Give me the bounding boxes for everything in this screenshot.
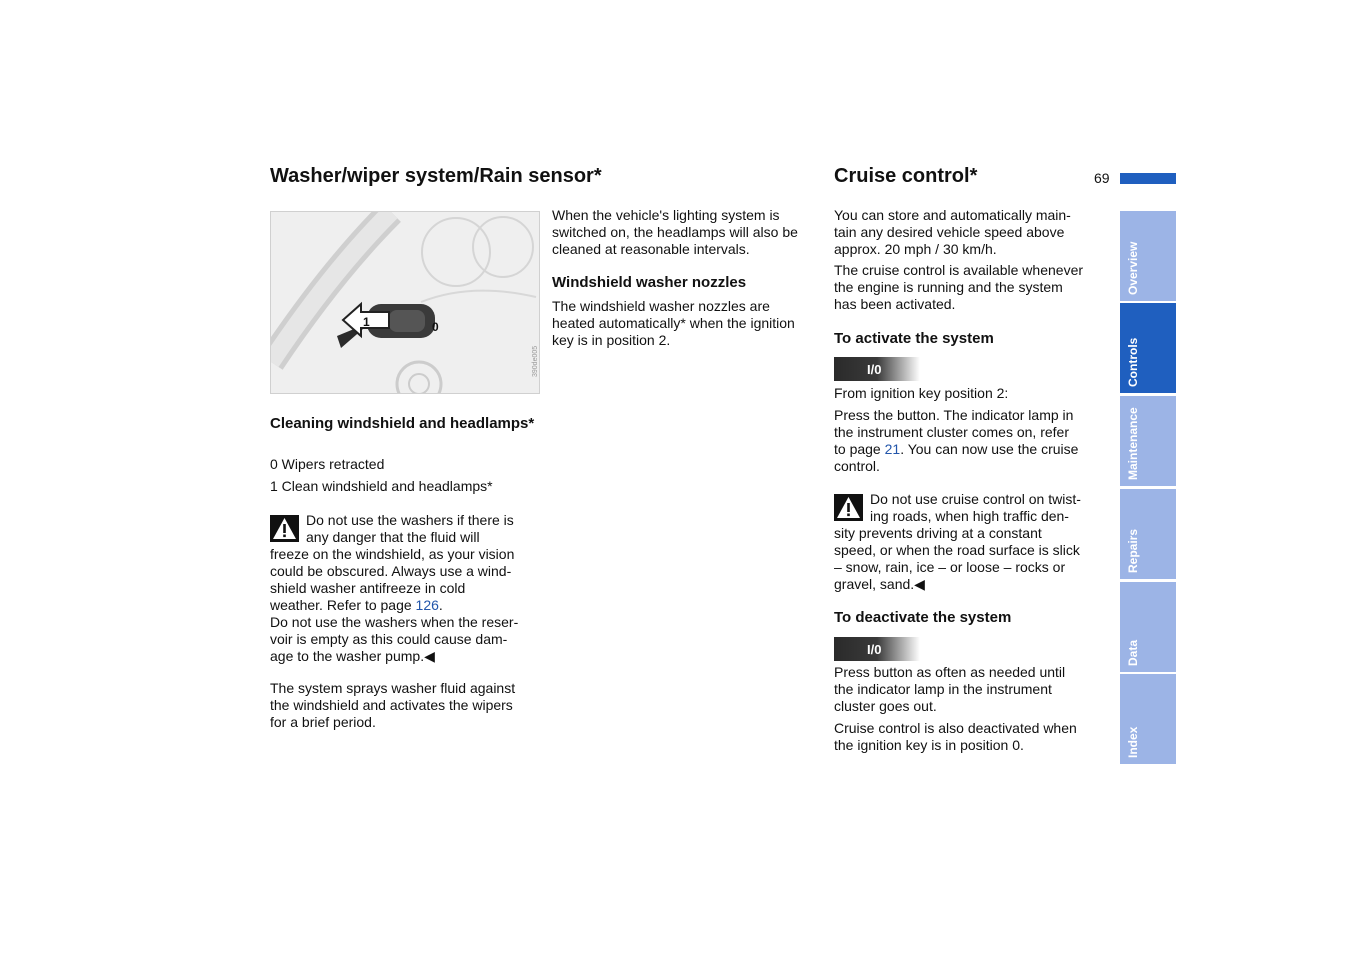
wiper-warning-line-1: Do not use the washers if there is [306,512,514,528]
tab-maintenance[interactable] [1120,396,1176,486]
tab-data-label: Data [1126,639,1140,666]
nozzles-line-2: heated automatically* when the ignition [552,315,795,331]
cruise-intro-1-line-3: approx. 20 mph / 30 km/h. [834,241,997,257]
wiper-warning-tail-1: Do not use the washers when the reser- [270,614,519,630]
page-accent-bar [1120,173,1176,184]
item-clean-windshield: 1 Clean windshield and headlamps* [270,478,493,494]
deact2-line-1: Cruise control is also deactivated when [834,720,1077,736]
cruise-intro-2-line-2: the engine is running and the system [834,279,1063,295]
wiper-warning-line-4: could be obscured. Always use a wind- [270,563,512,579]
activate-io-label: I/0 [867,362,882,377]
item-wipers-retracted: 0 Wipers retracted [270,456,385,472]
tab-controls[interactable] [1120,303,1176,393]
system-line-3: for a brief period. [270,714,376,730]
wiper-warning-tail-2: voir is empty as this could cause dam- [270,631,508,647]
wiper-stalk-illustration [271,212,540,394]
cruise-intro-1-line-2: tain any desired vehicle speed above [834,224,1065,240]
cruise-warning-line-4: speed, or when the road surface is slick [834,542,1080,558]
tab-overview[interactable] [1120,211,1176,301]
cruise-intro-1 [834,207,1071,258]
deactivate-io-label: I/0 [867,642,882,657]
press-line-3a: to page [834,441,885,457]
wiper-warning [270,512,518,665]
tab-repairs-label: Repairs [1126,528,1140,573]
press-line-2: the instrument cluster comes on, refer [834,424,1069,440]
nozzles-heading: Windshield washer nozzles [552,274,747,291]
tab-index-label: Index [1126,726,1140,758]
cruise-warning [834,491,1081,593]
figure-code: 390de005 [532,345,539,377]
tab-controls-label: Controls [1126,337,1140,387]
wiper-warning-line-5: shield washer antifreeze in cold [270,580,466,596]
deact1-line-3: cluster goes out. [834,698,937,714]
from-key-text: From ignition key position 2: [834,385,1009,401]
tab-index[interactable] [1120,674,1176,764]
cruise-warning-line-2: ing roads, when high traffic den- [870,508,1069,524]
deactivate-text-1 [834,664,1065,715]
press-line-3b: . You can now use the cruise [900,441,1079,457]
activate-heading: To activate the system [834,330,994,347]
activate-button-graphic [834,357,920,381]
cruise-title: Cruise control* [834,165,978,187]
press-line-3 [834,441,1078,458]
deactivate-heading: To deactivate the system [834,609,1012,626]
press-line-1: Press the button. The indicator lamp in [834,407,1074,423]
left-title: Washer/wiper system/Rain sensor* [270,165,602,187]
wiper-warning-line-2: any danger that the fluid will [306,529,480,545]
wiper-stalk-figure [270,211,540,394]
page-link-126[interactable]: 126 [415,597,439,613]
cruise-intro-2 [834,262,1083,313]
figure-label-1: 1 [363,315,370,329]
tab-overview-label: Overview [1126,241,1140,295]
wiper-warning-line-3: freeze on the windshield, as your vision [270,546,515,562]
cleaning-heading: Cleaning windshield and headlamps* [270,415,535,432]
cruise-warning-line-3: sity prevents driving at a constant [834,525,1042,541]
section-sidebar [1120,211,1176,764]
cruise-intro-1-line-1: You can store and automatically main- [834,207,1071,223]
deactivate-button-graphic [834,637,920,661]
deactivate-text-2 [834,720,1077,754]
intro-line-3: cleaned at reasonable intervals. [552,241,750,257]
deact1-line-2: the indicator lamp in the instrument [834,681,1052,697]
intro-line-1: When the vehicle's lighting system is [552,207,780,223]
wiper-warning-refer: weather. Refer to page 126. [270,597,443,613]
deactivate-io-button [834,637,920,661]
system-line-1: The system sprays washer fluid against [270,680,516,696]
cruise-warning-line-6: gravel, sand.◀ [834,576,925,592]
cruise-intro-2-line-3: has been activated. [834,296,956,312]
system-line-2: the windshield and activates the wipers [270,697,513,713]
deact1-line-1: Press button as often as needed until [834,664,1066,680]
cruise-warning-line-5: – snow, rain, ice – or loose – rocks or [834,559,1066,575]
headlamp-intro [552,207,798,258]
page-link-21[interactable]: 21 [884,441,901,457]
cruise-intro-2-line-1: The cruise control is available whenever [834,262,1084,278]
page-number: 69 [1094,170,1110,186]
nozzles-line-3: key is in position 2. [552,332,671,348]
figure-label-0: 0 [432,320,439,334]
tab-repairs[interactable] [1120,489,1176,579]
activate-io-button [834,357,920,381]
tab-data[interactable] [1120,582,1176,672]
press-line-4: control. [834,458,880,474]
nozzles-text [552,298,795,349]
deact2-line-2: the ignition key is in position 0. [834,737,1024,753]
system-description [270,680,515,731]
wiper-warning-tail-3: age to the washer pump.◀ [270,648,435,664]
tab-maintenance-label: Maintenance [1126,407,1140,480]
nozzles-line-1: The windshield washer nozzles are [552,298,770,314]
refer-text: weather. Refer to page [270,597,416,613]
press-button-text [834,407,1078,475]
intro-line-2: switched on, the headlamps will also be [552,224,798,240]
cruise-warning-line-1: Do not use cruise control on twist- [870,491,1081,507]
